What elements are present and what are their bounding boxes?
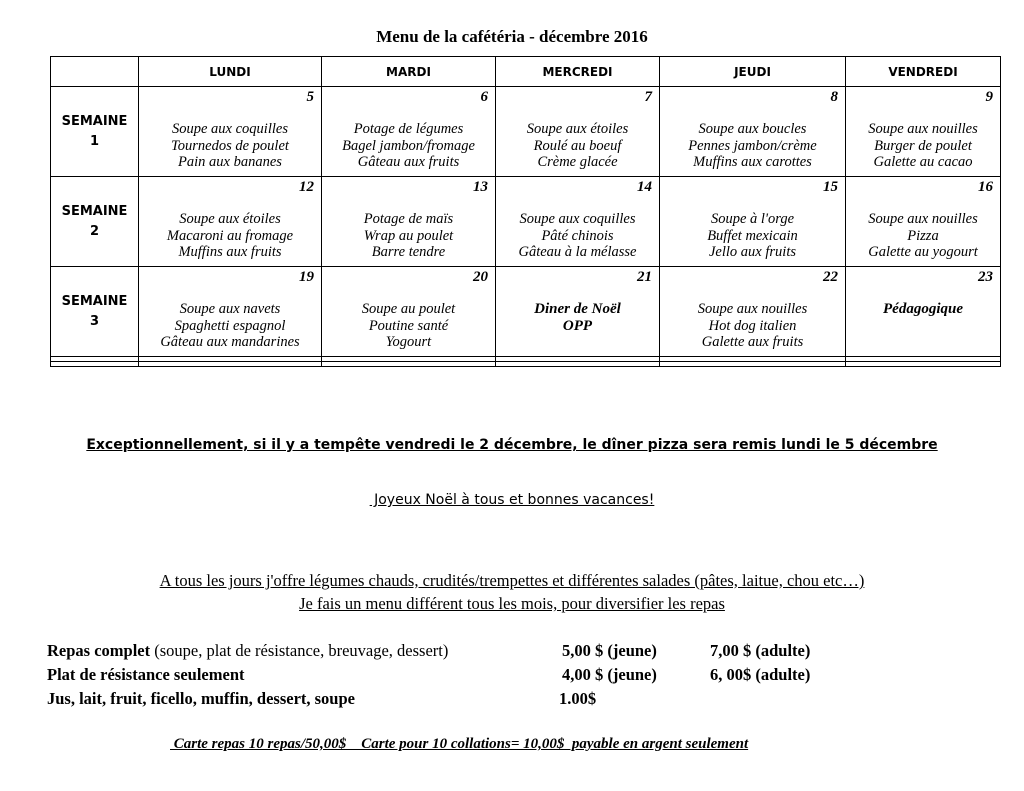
page-title: Menu de la cafétéria - décembre 2016 <box>376 27 648 46</box>
day-header-jeudi: JEUDI <box>660 57 846 87</box>
menu-item-soup: Soupe à l'orge <box>710 211 795 227</box>
menu-item-dessert: Gâteau aux fruits <box>357 154 460 170</box>
menu-item-dessert: Crème glacée <box>537 154 618 170</box>
menu-items <box>139 301 321 351</box>
menu-item-main: Roulé au boeuf <box>533 137 622 154</box>
menu-item-main: Macaroni au fromage <box>166 227 294 244</box>
menu-items <box>496 121 659 171</box>
day-number: 5 <box>306 89 314 105</box>
menu-item-dessert: Muffins aux fruits <box>178 244 282 260</box>
menu-item-soup: Soupe aux étoiles <box>179 211 281 227</box>
week-label <box>51 87 139 177</box>
day-number: 20 <box>473 269 488 285</box>
week-label-text: SEMAINE <box>61 113 128 129</box>
week-number: 2 <box>89 223 100 239</box>
menu-items <box>496 211 659 261</box>
menu-item-main: Pennes jambon/crème <box>688 137 817 154</box>
day-number: 15 <box>823 179 838 195</box>
menu-item-main: Bagel jambon/fromage <box>342 137 475 154</box>
price-label-bold: Repas complet <box>47 641 151 660</box>
price-youth: 5,00 $ (jeune) <box>562 641 657 660</box>
menu-item-soup: Soupe aux nouilles <box>868 121 978 137</box>
day-cell <box>322 87 496 177</box>
price-label: Plat de résistance seulement <box>47 665 245 684</box>
week-row <box>51 267 1001 357</box>
day-cell <box>139 87 322 177</box>
day-number: 8 <box>830 89 838 105</box>
day-cell <box>496 267 660 357</box>
week-number: 3 <box>89 313 100 329</box>
menu-item-soup: Soupe aux nouilles <box>868 211 978 227</box>
menu-item-main: Hot dog italien <box>708 317 797 334</box>
info-line-2: Je fais un menu différent tous les mois, pour diversifier les repas <box>299 594 725 613</box>
day-cell <box>846 87 1001 177</box>
menu-items <box>660 301 845 351</box>
menu-item-dessert: Jello aux fruits <box>709 244 796 260</box>
price-label-detail: (soupe, plat de résistance, breuvage, dessert) <box>150 641 449 660</box>
day-number: 7 <box>644 89 652 105</box>
day-number: 16 <box>978 179 993 195</box>
day-cell <box>660 177 846 267</box>
day-cell <box>846 177 1001 267</box>
menu-item-soup: Soupe au poulet <box>361 301 456 317</box>
day-header-mercredi: MERCREDI <box>496 57 660 87</box>
corner-cell <box>51 57 139 87</box>
menu-item-soup: Soupe aux boucles <box>698 121 807 137</box>
storm-notice-text: Exceptionnellement, si il y a tempête vendredi le 2 décembre, le dîner pizza sera remis lundi le 5 décembre <box>86 437 938 453</box>
christmas-notice-text: Joyeux Noël à tous et bonnes vacances! <box>369 492 655 508</box>
day-cell <box>496 87 660 177</box>
day-cell <box>322 267 496 357</box>
price-label: Jus, lait, fruit, ficello, muffin, dessert, soupe <box>47 689 355 708</box>
header-row <box>51 57 1001 87</box>
menu-item-main: Pâté chinois <box>541 227 614 244</box>
week-row <box>51 177 1001 267</box>
menu-item-dessert: Galette au cacao <box>873 154 973 170</box>
week-number: 1 <box>89 133 100 149</box>
storm-notice <box>0 437 1024 453</box>
day-cell <box>660 267 846 357</box>
info-line-1: A tous les jours j'offre légumes chauds, crudités/trempettes et différentes salades (pâtes, laitue, chou etc…) <box>159 571 865 590</box>
menu-item-dessert: Muffins aux carottes <box>693 154 812 170</box>
menu-items <box>660 211 845 261</box>
menu-item-dessert: Gâteau à la mélasse <box>518 244 637 260</box>
price-label <box>47 641 448 661</box>
empty-row <box>51 362 1001 367</box>
special-event-sub: OPP <box>562 318 593 334</box>
menu-item-main: Wrap au poulet <box>363 227 454 244</box>
menu-item-main: Burger de poulet <box>874 137 972 154</box>
menu-item-soup: Soupe aux navets <box>179 301 281 317</box>
menu-item-dessert: Galette aux fruits <box>701 334 804 350</box>
day-number: 9 <box>985 89 993 105</box>
price-youth: 4,00 $ (jeune) <box>562 665 657 684</box>
special-event-title: Pédagogique <box>883 301 963 317</box>
day-header-mardi: MARDI <box>322 57 496 87</box>
day-number: 23 <box>978 269 993 285</box>
menu-item-dessert: Gâteau aux mandarines <box>160 334 300 350</box>
menu-item-soup: Soupe aux étoiles <box>526 121 629 137</box>
week-label <box>51 267 139 357</box>
day-number: 19 <box>299 269 314 285</box>
menu-item-main: Tournedos de poulet <box>171 137 289 154</box>
special-event <box>846 301 1000 318</box>
menu-items <box>322 301 495 351</box>
day-number: 12 <box>299 179 314 195</box>
day-cell <box>322 177 496 267</box>
day-number: 6 <box>480 89 488 105</box>
menu-items <box>139 211 321 261</box>
menu-item-soup: Potage de légumes <box>353 121 464 137</box>
menu-items <box>846 211 1000 261</box>
menu-item-main: Spaghetti espagnol <box>174 317 286 334</box>
menu-items <box>139 121 321 171</box>
day-cell <box>660 87 846 177</box>
menu-items <box>322 121 495 171</box>
menu-items <box>660 121 845 171</box>
day-number: 22 <box>823 269 838 285</box>
special-event-title: Diner de Noël <box>534 301 621 317</box>
week-label <box>51 177 139 267</box>
menu-item-dessert: Galette au yogourt <box>868 244 978 260</box>
menu-item-dessert: Yogourt <box>385 334 432 350</box>
menu-item-soup: Potage de maïs <box>363 211 454 227</box>
day-number: 13 <box>473 179 488 195</box>
day-cell <box>496 177 660 267</box>
menu-item-soup: Soupe aux coquilles <box>519 211 636 227</box>
menu-items <box>846 121 1000 171</box>
day-cell <box>846 267 1001 357</box>
menu-item-soup: Soupe aux coquilles <box>172 121 288 137</box>
day-number: 21 <box>637 269 652 285</box>
menu-item-soup: Soupe aux nouilles <box>697 301 808 317</box>
price-adult: 7,00 $ (adulte) <box>710 641 811 660</box>
menu-item-main: Poutine santé <box>368 317 449 334</box>
week-label-text: SEMAINE <box>61 203 128 219</box>
day-header-lundi: LUNDI <box>139 57 322 87</box>
price-adult: 6, 00$ (adulte) <box>710 665 811 684</box>
special-event <box>496 301 659 335</box>
price-single: 1.00$ <box>559 689 597 708</box>
week-label-text: SEMAINE <box>61 293 128 309</box>
day-cell <box>139 177 322 267</box>
meal-cards-info: Carte repas 10 repas/50,00$ Carte pour 10 collations= 10,00$ payable en argent seulement <box>170 736 749 752</box>
menu-item-main: Pizza <box>907 227 939 244</box>
menu-items <box>322 211 495 261</box>
menu-item-dessert: Pain aux bananes <box>178 154 282 170</box>
week-row <box>51 87 1001 177</box>
menu-item-dessert: Barre tendre <box>371 244 446 260</box>
day-cell <box>139 267 322 357</box>
christmas-notice <box>0 492 1024 508</box>
day-header-vendredi: VENDREDI <box>846 57 1001 87</box>
menu-item-main: Buffet mexicain <box>707 227 798 244</box>
day-number: 14 <box>637 179 652 195</box>
menu-table <box>50 56 1001 367</box>
